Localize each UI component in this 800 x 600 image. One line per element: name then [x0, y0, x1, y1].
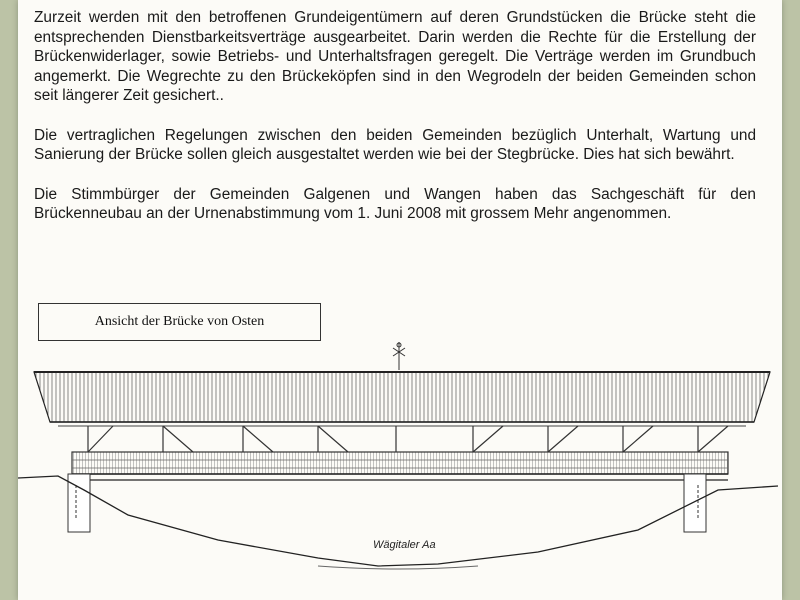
paragraph-vote: Die Stimmbürger der Gemeinden Galgenen und Wangen haben das Sachgeschäft für den Brückenneubau an der Urnenabstimmung vom 1. Juni 2008 mit grossem Mehr angenommen. — [34, 185, 756, 222]
body-text — [34, 8, 756, 244]
weather-vane-icon — [393, 342, 405, 370]
bridge-roof — [34, 372, 770, 426]
bridge-elevation-drawing — [18, 340, 782, 600]
paragraph-agreements: Die vertraglichen Regelungen zwischen den beiden Gemeinden bezüglich Unterhalt, Wartung und Sanierung der Brücke sollen gleich ausgestaltet werden wie bei der Stegbrücke. Dies hat sich bewährt. — [34, 126, 756, 163]
bridge-deck — [72, 452, 728, 480]
river-label: Wägitaler Aa — [373, 539, 436, 551]
document-page — [18, 0, 782, 600]
paragraph-easements: Zurzeit werden mit den betroffenen Grundeigentümern auf deren Grundstücken die Brücke steht die entsprechenden Dienstbarkeitsverträge ausgearbeitet. Darin werden die Rechte für die Erstellung der Brückenwiderlager, sowie Betriebs- und Unterhaltsfragen geregelt. Die Verträge werden im Grundbuch angemerkt. Die Wegrechte zu den Brückeköpfen sind in den Wegrodeln der beiden Gemeinden schon seit längerer Zeit gesichert.. — [34, 9, 756, 104]
bridge-abutment-right — [684, 474, 706, 532]
terrain-profile — [18, 476, 778, 569]
figure-caption: Ansicht der Brücke von Osten — [38, 303, 321, 341]
bridge-truss — [88, 426, 728, 452]
